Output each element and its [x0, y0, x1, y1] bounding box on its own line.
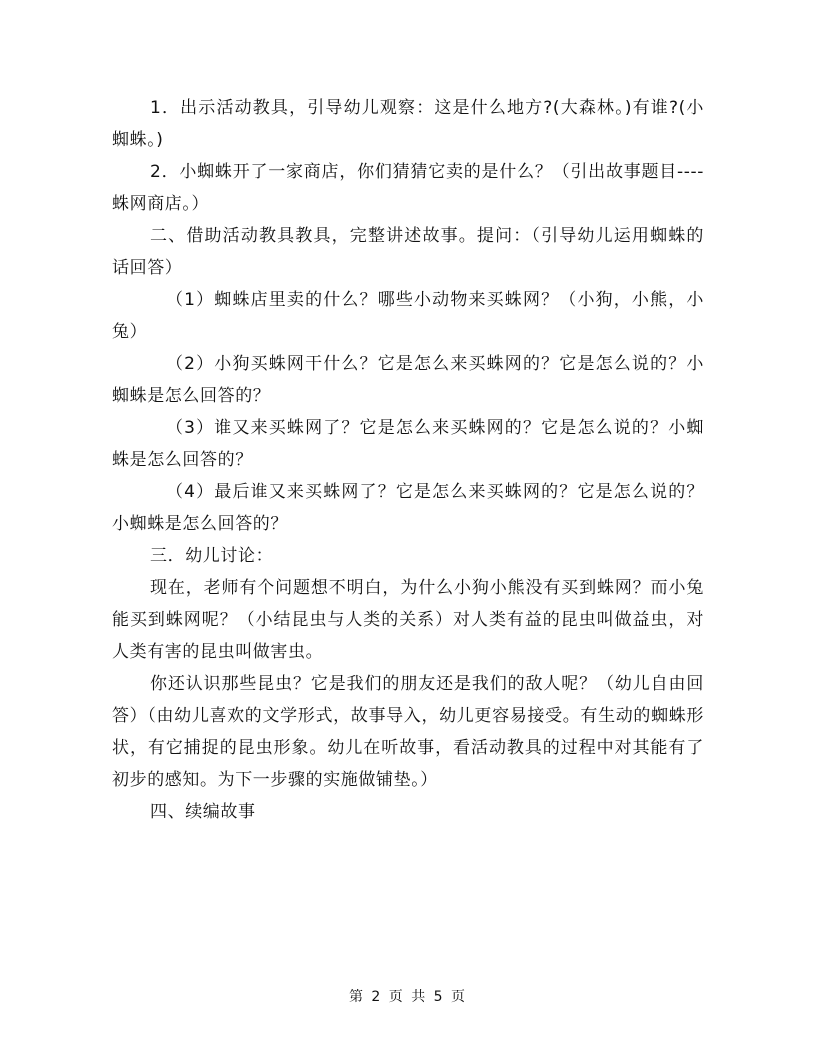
- question-2: （2）小狗买蛛网干什么？它是怎么来买蛛网的？它是怎么说的？小蜘蛛是怎么回答的？: [112, 354, 704, 406]
- page-footer: 第 2 页 共 5 页: [348, 989, 468, 1005]
- section-heading-2: 二、借助活动教具教具，完整讲述故事。提问：（引导幼儿运用蜘蛛的话回答）: [112, 226, 704, 278]
- question-4: （4）最后谁又来买蛛网了？它是怎么来买蛛网的？它是怎么说的？小蜘蛛是怎么回答的？: [112, 482, 704, 534]
- paragraph-step-1: 1．出示活动教具，引导幼儿观察：这是什么地方?(大森林。)有谁?(小蜘蛛。): [112, 98, 704, 150]
- question-1: （1）蜘蛛店里卖的什么？哪些小动物来买蛛网？（小狗，小熊，小兔）: [112, 290, 704, 342]
- insect-paragraph: 你还认识那些昆虫？它是我们的朋友还是我们的敌人呢？（幼儿自由回答）（由幼儿喜欢的文学形式，故事导入，幼儿更容易接受。有生动的蜘蛛形状，有它捕捉的昆虫形象。幼儿在听故事，看活动教具的过程中对其能有了初步的感知。为下一步骤的实施做铺垫。）: [112, 674, 704, 790]
- section-heading-4: 四、续编故事: [150, 802, 256, 822]
- discussion-paragraph: 现在，老师有个问题想不明白，为什么小狗小熊没有买到蛛网？而小兔能买到蛛网呢？（小结昆虫与人类的关系）对人类有益的昆虫叫做益虫，对人类有害的昆虫叫做害虫。: [112, 578, 704, 662]
- document-body: [112, 92, 704, 828]
- paragraph-step-2: 2．小蜘蛛开了一家商店，你们猜猜它卖的是什么？（引出故事题目----蛛网商店。）: [112, 162, 704, 214]
- section-heading-3: 三．幼儿讨论：: [150, 546, 274, 566]
- question-3: （3）谁又来买蛛网了？它是怎么来买蛛网的？它是怎么说的？小蜘蛛是怎么回答的？: [112, 418, 704, 470]
